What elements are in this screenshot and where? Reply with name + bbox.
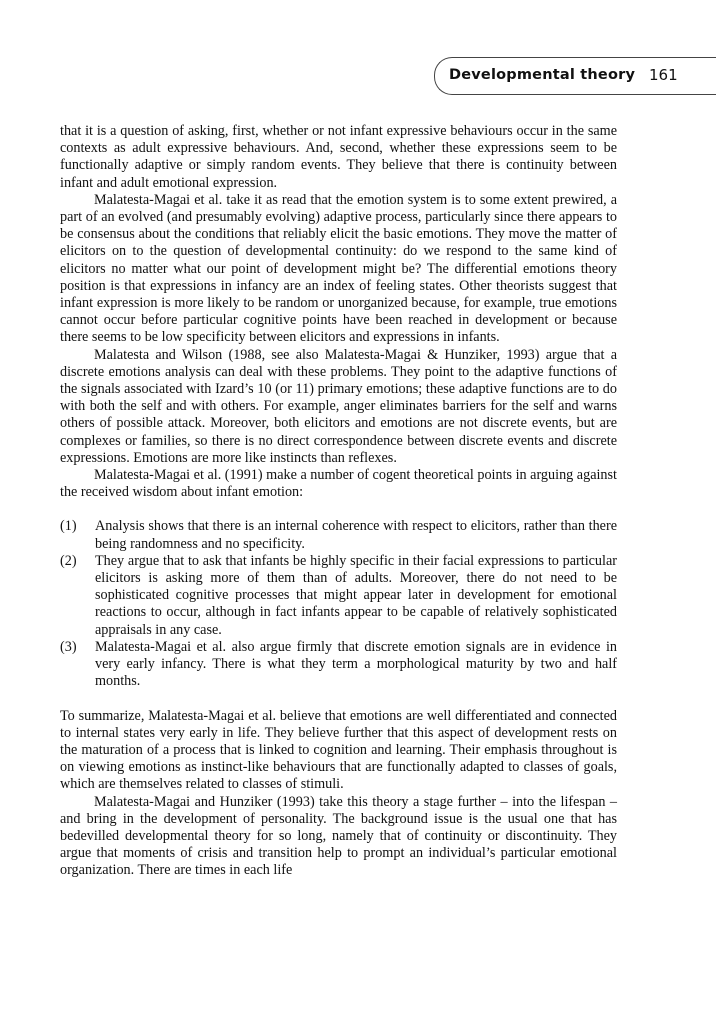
paragraph-4: Malatesta-Magai et al. (1991) make a number of cogent theoretical points in arguing against the received wisdom about infant emotion: [60, 467, 617, 501]
list-item-number: (3) [60, 638, 77, 655]
list-item-text: Malatesta-Magai et al. also argue firmly that discrete emotion signals are in evidence in very early infancy. There is what they term a morphological maturity by two and half months. [95, 638, 617, 690]
spacer [60, 691, 617, 708]
paragraph-2: Malatesta-Magai et al. take it as read that the emotion system is to some extent prewired, a part of an evolved (and presumably evolving) adaptive process, particularly since there appears to be consensus about the conditions that reliably elicit the basic emotions. They move the matter of elicitors on to the question of developmental continuity: do we respond to the same kind of elicitors no matter what our point of development might be? The differential emotions theory position is that expressions in infancy are an index of feeling states. Other theorists suggest that infant expression is more likely to be random or unorganized because, for example, true emotions cannot occur before particular cognitive points have been reached in development or because there seems to be low specificity between elicitors and expressions in infants. [60, 191, 617, 346]
list-item [60, 639, 617, 691]
running-head [434, 57, 716, 95]
list-item-text: Analysis shows that there is an internal coherence with respect to elicitors, rather than there being randomness and no specificity. [95, 518, 617, 552]
body-text [60, 123, 617, 880]
numbered-list [60, 518, 617, 690]
list-item-text: They argue that to ask that infants be highly specific in their facial expressions to particular elicitors is asking more of them than of adults. Moreover, there do not need to be sophisticated cognitive processes that might appear later in development for emotional reactions to occur, although in fact infants appear to be capable of relatively sophisticated appraisals in any case. [95, 552, 617, 638]
spacer [60, 501, 617, 518]
list-item [60, 518, 617, 552]
list-item-number: (1) [60, 518, 77, 535]
list-item-number: (2) [60, 552, 77, 569]
paragraph-6: Malatesta-Magai and Hunziker (1993) take this theory a stage further – into the lifespan – and bring in the development of personality. The background issue is the usual one that has bedevilled developmental theory for so long, namely that of continuity or discontinuity. They argue that moments of crisis and transition help to prompt an individual’s particular emotional organization. There are times in each life [60, 793, 617, 879]
paragraph-1: that it is a question of asking, first, whether or not infant expressive behaviours occur in the same contexts as adult expressive behaviours. And, second, whether these expressions seem to be functionally adaptive or simply random events. They believe that there is continuity between infant and adult emotional expression. [60, 123, 617, 191]
list-item [60, 553, 617, 639]
paragraph-3: Malatesta and Wilson (1988, see also Malatesta-Magai & Hunziker, 1993) argue that a discrete emotions analysis can deal with these problems. They point to the adaptive functions of the signals associated with Izard’s 10 (or 11) primary emotions; these adaptive functions are to do with both the self and with others. For example, anger eliminates barriers for the self and warns others of possible attack. Moreover, both elicitors and emotions are not discrete events, but are complexes or families, so there is no direct correspondence between discrete events and discrete expressions. Emotions are more like instincts than reflexes. [60, 346, 617, 466]
running-head-title: Developmental theory [449, 67, 636, 83]
page-number: 161 [649, 66, 678, 84]
paragraph-5: To summarize, Malatesta-Magai et al. believe that emotions are well differentiated and connected to internal states very early in life. They believe further that this aspect of development rests on the maturation of a process that is linked to cognition and learning. Their emphasis throughout is on viewing emotions as instinct-like behaviours that are functionally adapted to classes of goals, which are themselves related to classes of stimuli. [60, 707, 617, 793]
